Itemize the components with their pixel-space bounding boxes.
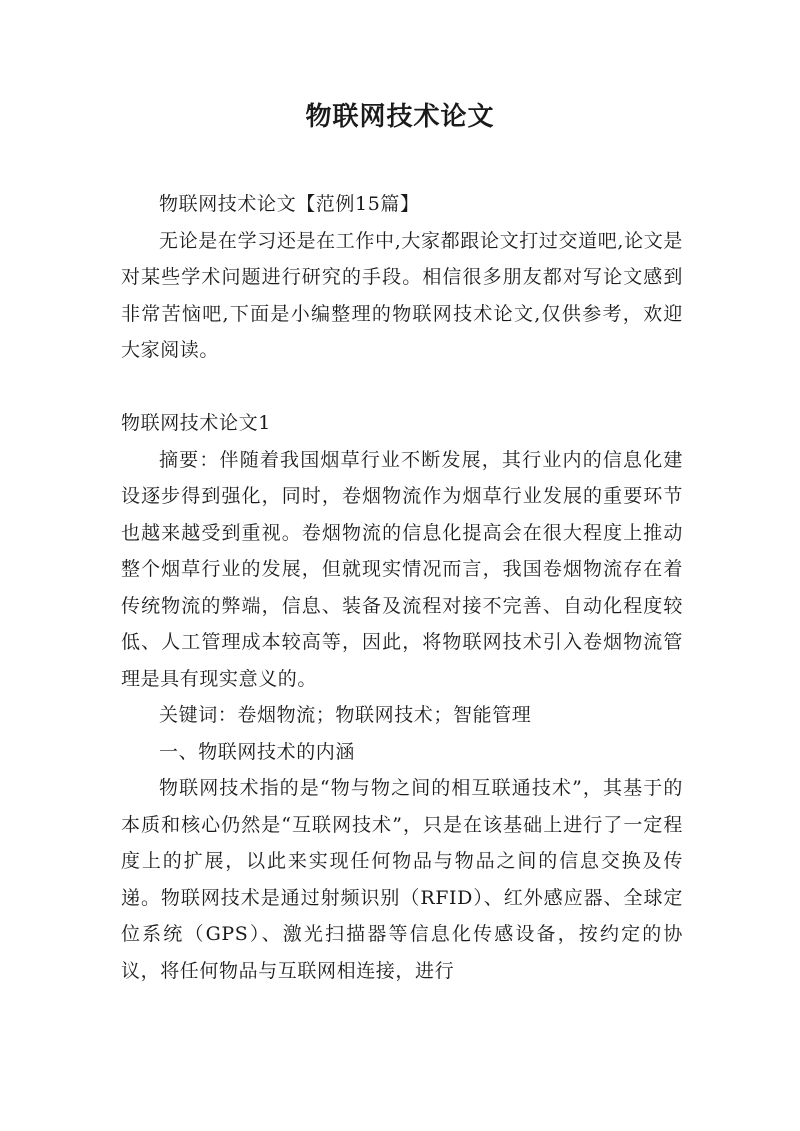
document-title: 物联网技术论文 [305,102,495,132]
document-body [121,186,683,989]
section-heading: 物联网技术论文1 [121,412,271,434]
document-subtitle: 物联网技术论文【范例15篇】 [159,193,420,215]
abstract-paragraph: 摘要：伴随着我国烟草行业不断发展，其行业内的信息化建设逐步得到强化，同时，卷烟物流作为烟草行业发展的重要环节也越来越受到重视。卷烟物流的信息化提高会在很大程度上推动整个烟草行业的发展，但就现实情况而言，我国卷烟物流存在着传统物流的弊端，信息、装备及流程对接不完善、自动化程度较低、人工管理成本较高等，因此，将物联网技术引入卷烟物流管理是具有现实意义的。 [121,448,683,690]
paragraph-spacer [121,369,683,406]
keywords-line: 关键词：卷烟物流；物联网技术；智能管理 [159,704,532,726]
intro-paragraph: 无论是在学习还是在工作中,大家都跟论文打过交道吧,论文是对某些学术问题进行研究的手段。相信很多朋友都对写论文感到非常苦恼吧,下面是小编整理的物联网技术论文,仅供参考，欢迎大家阅读。 [121,229,683,361]
body-paragraph: 物联网技术指的是“物与物之间的相互联通技术”，其基于的本质和核心仍然是“互联网技术”，只是在该基础上进行了一定程度上的扩展，以此来实现任何物品与物品之间的信息交换及传递。物联网技术是通过射频识别（RFID）、红外感应器、全球定位系统（GPS）、激光扫描器等信息化传感设备，按约定的协议，将任何物品与互联网相连接，进行 [121,777,683,982]
subsection-heading: 一、物联网技术的内涵 [159,740,356,763]
